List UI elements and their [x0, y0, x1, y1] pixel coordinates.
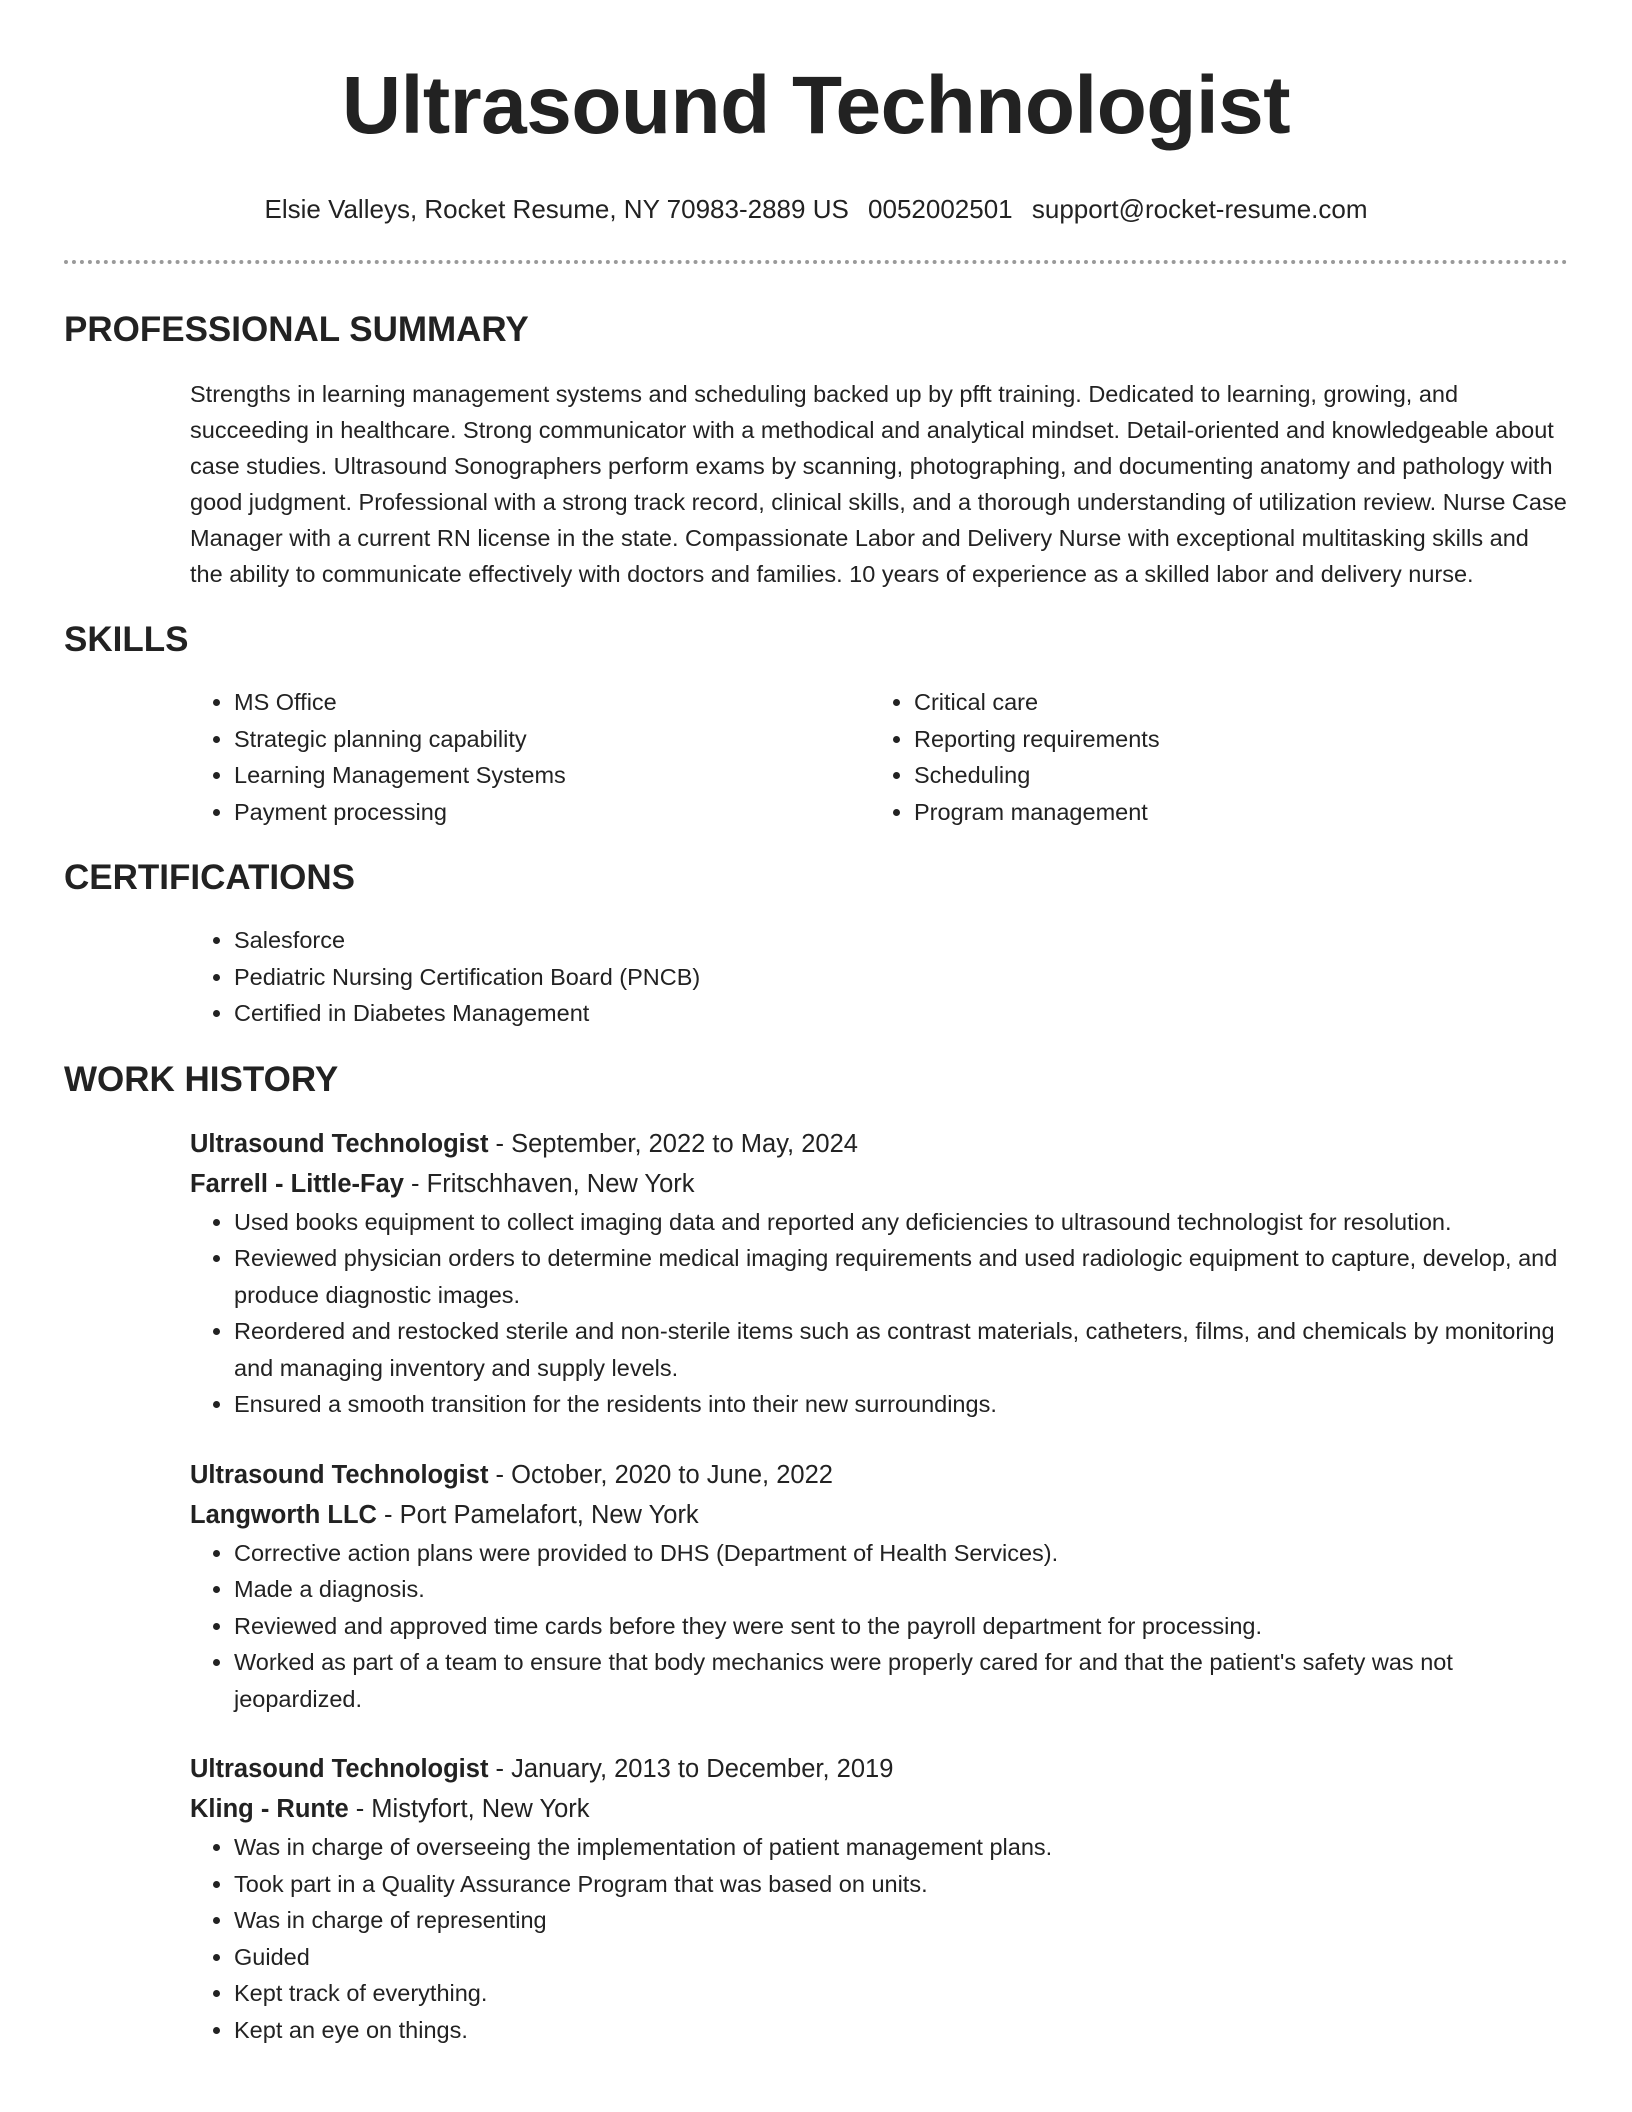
- contact-line: [64, 192, 1568, 226]
- contact-phone: 0052002501: [868, 194, 1013, 224]
- skills-heading: SKILLS: [64, 620, 189, 659]
- certifications-list-wrap: [190, 922, 1568, 1032]
- job-company-line: [190, 1164, 1568, 1204]
- job-bullet: • Reviewed physician orders to determine medical imaging requirements and used radiologic equipment to capture, develop, and produce diagnostic images.: [234, 1240, 1568, 1313]
- work-history-section: [64, 1058, 1568, 2049]
- job-title-line: [190, 1749, 1568, 1789]
- skills-section: [64, 618, 1568, 830]
- certification-item: • Certified in Diabetes Management: [234, 995, 1568, 1032]
- contact-address: Elsie Valleys, Rocket Resume, NY 70983-2889 US: [264, 194, 849, 224]
- resume-page: [64, 0, 1568, 2048]
- job-dates: - October, 2020 to June, 2022: [488, 1460, 833, 1489]
- job-bullet: • Was in charge of representing: [234, 1902, 1568, 1939]
- skills-column-left: [190, 684, 870, 830]
- job-bullets: [190, 1535, 1568, 1718]
- certifications-heading: CERTIFICATIONS: [64, 858, 356, 897]
- job-title: Ultrasound Technologist: [190, 1755, 489, 1783]
- job-title: Ultrasound Technologist: [190, 1460, 489, 1489]
- skills-grid: [190, 684, 1568, 830]
- resume-title: Ultrasound Technologist: [341, 60, 1291, 151]
- job-bullet: • Worked as part of a team to ensure that body mechanics were properly cared for and that the patient's safety was not jeopardized.: [234, 1644, 1568, 1717]
- contact-email: support@rocket-resume.com: [1031, 194, 1368, 224]
- job-entry: [190, 1749, 1568, 2048]
- job-dates: - September, 2022 to May, 2024: [488, 1129, 858, 1158]
- certification-item: • Salesforce: [234, 922, 1568, 959]
- skill-item: • MS Office: [234, 684, 870, 721]
- summary-section: [64, 308, 1568, 592]
- skill-item: • Critical care: [914, 684, 1550, 721]
- header-divider: [64, 260, 1568, 264]
- job-title: Ultrasound Technologist: [190, 1129, 489, 1158]
- certifications-section: [64, 856, 1568, 1032]
- job-bullet: • Kept an eye on things.: [234, 2012, 1568, 2049]
- certification-item: • Pediatric Nursing Certification Board (PNCB): [234, 959, 1568, 996]
- job-bullet: • Was in charge of overseeing the implementation of patient management plans.: [234, 1829, 1568, 1866]
- skill-item: • Payment processing: [234, 794, 870, 831]
- job-bullet: • Used books equipment to collect imaging data and reported any deficiencies to ultrasound technologist for resolution.: [234, 1204, 1568, 1241]
- job-company-line: [190, 1495, 1568, 1535]
- job-bullet: • Ensured a smooth transition for the residents into their new surroundings.: [234, 1386, 1568, 1423]
- skills-column-right: [870, 684, 1550, 830]
- skill-item: • Reporting requirements: [914, 721, 1550, 758]
- job-entry: [190, 1455, 1568, 1718]
- work-history-heading: WORK HISTORY: [64, 1059, 339, 1099]
- summary-text: Strengths in learning management systems and scheduling backed up by pfft training. Dedicated to learning, growing, and succeeding in healthcare. Strong communicator with a methodical and analytical mindset. Detail-oriented and knowledgeable about case studies. Ultrasound Sonographers perform exams by scanning, photographing, and documenting anatomy and pathology with good judgment. Professional with a strong track record, clinical skills, and a thorough understanding of utilization review. Nurse Case Manager with a current RN license in the state. Compassionate Labor and Delivery Nurse with exceptional multitasking skills and the ability to communicate effectively with doctors and families. 10 years of experience as a skilled labor and delivery nurse.: [190, 381, 1567, 587]
- job-bullet: • Made a diagnosis.: [234, 1571, 1568, 1608]
- job-bullet: • Reordered and restocked sterile and non-sterile items such as contrast materials, catheters, films, and chemicals by monitoring and managing inventory and supply levels.: [234, 1313, 1568, 1386]
- job-bullet: • Kept track of everything.: [234, 1975, 1568, 2012]
- job-location: - Fritschhaven, New York: [403, 1169, 695, 1198]
- skill-item: • Learning Management Systems: [234, 757, 870, 794]
- skill-item: • Strategic planning capability: [234, 721, 870, 758]
- job-bullet: • Corrective action plans were provided to DHS (Department of Health Services).: [234, 1535, 1568, 1572]
- job-title-line: [190, 1124, 1568, 1164]
- job-company-line: [190, 1789, 1568, 1829]
- job-bullets: [190, 1829, 1568, 2048]
- job-location: - Mistyfort, New York: [348, 1795, 590, 1823]
- skills-list-right: [870, 684, 1550, 830]
- job-bullets: [190, 1204, 1568, 1423]
- skills-list-left: [190, 684, 870, 830]
- job-title-line: [190, 1455, 1568, 1495]
- job-company: Kling - Runte: [190, 1795, 349, 1823]
- summary-heading: PROFESSIONAL SUMMARY: [64, 310, 529, 349]
- job-bullet: • Took part in a Quality Assurance Program that was based on units.: [234, 1866, 1568, 1903]
- job-location: - Port Pamelafort, New York: [376, 1500, 699, 1529]
- skill-item: • Scheduling: [914, 757, 1550, 794]
- job-bullet: • Reviewed and approved time cards before they were sent to the payroll department for processing.: [234, 1608, 1568, 1645]
- job-dates: - January, 2013 to December, 2019: [488, 1755, 894, 1783]
- certifications-list: [190, 922, 1568, 1032]
- job-entry: [190, 1124, 1568, 1423]
- job-bullet: • Guided: [234, 1939, 1568, 1976]
- job-company: Langworth LLC: [190, 1500, 377, 1529]
- skill-item: • Program management: [914, 794, 1550, 831]
- job-company: Farrell - Little-Fay: [190, 1169, 404, 1198]
